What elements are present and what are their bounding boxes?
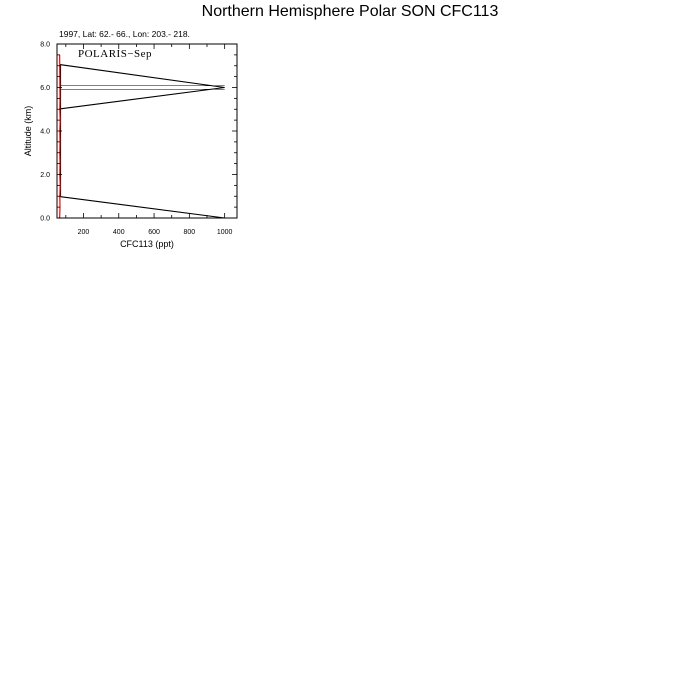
main-title: Northern Hemisphere Polar SON CFC113 <box>201 3 499 20</box>
x-tick-label: 800 <box>183 229 196 236</box>
y-tick-label: 0.0 <box>40 215 50 223</box>
y-axis-title: Altitude (km) <box>23 105 33 157</box>
y-tick-label: 8.0 <box>40 41 50 49</box>
model-profile-line <box>60 55 61 218</box>
x-tick-label: 1000 <box>216 229 233 236</box>
x-axis <box>66 44 233 236</box>
panel-label: POLARIS−Sep <box>78 48 153 60</box>
y-tick-label: 2.0 <box>40 172 50 179</box>
observed-range-envelope-line <box>61 65 225 218</box>
plot-frame <box>57 44 237 218</box>
y-tick-label: 6.0 <box>40 85 50 92</box>
plot-area <box>60 55 225 218</box>
x-tick-label: 600 <box>148 229 160 236</box>
x-tick-label: 200 <box>77 229 90 236</box>
y-axis <box>40 42 237 223</box>
x-tick-label: 400 <box>112 229 125 236</box>
chart-subtitle: 1997, Lat: 62.- 66., Lon: 203.- 218. <box>59 29 190 39</box>
x-axis-title: CFC113 (ppt) <box>120 239 174 249</box>
y-tick-label: 4.0 <box>40 128 50 136</box>
